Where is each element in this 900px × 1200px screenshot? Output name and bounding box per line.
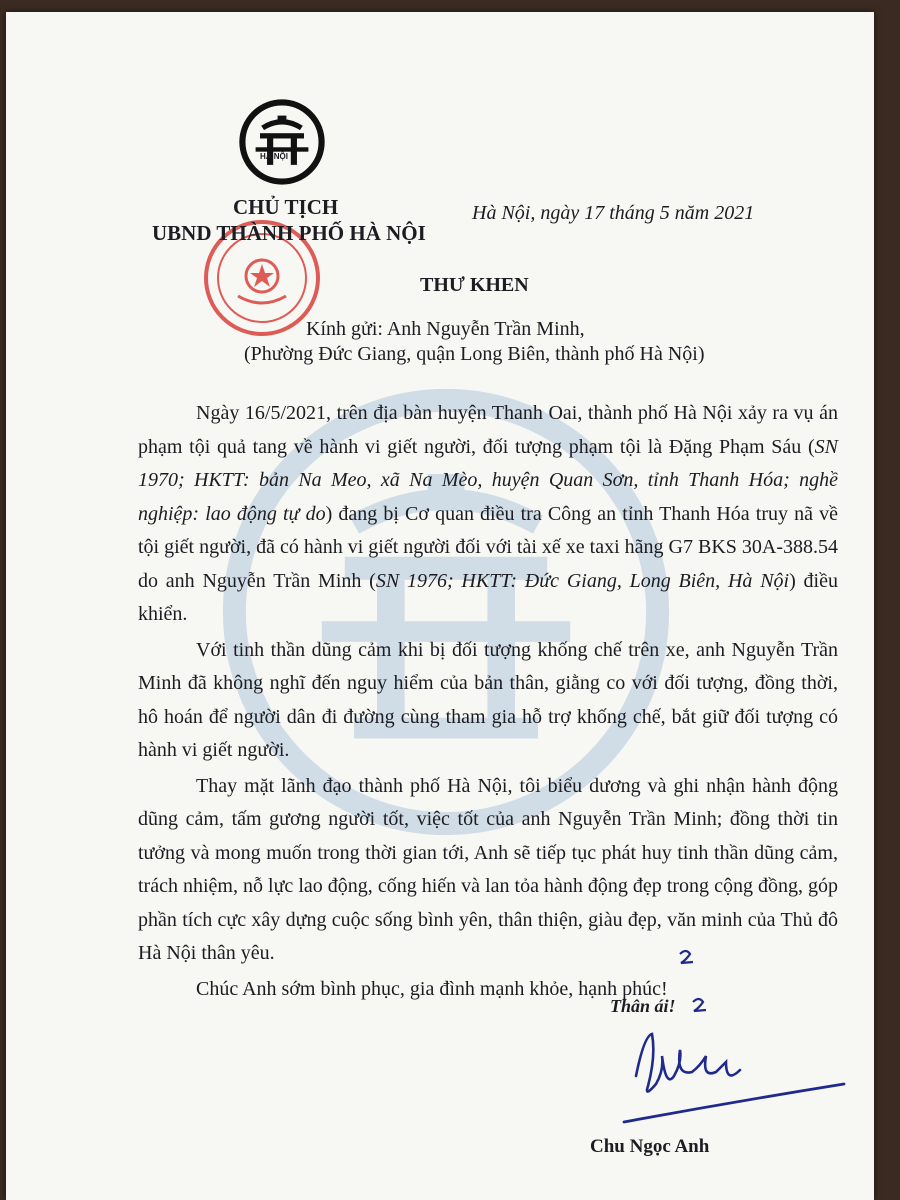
- recipient-address: (Phường Đức Giang, quận Long Biên, thành phố Hà Nội): [244, 343, 705, 365]
- paragraph-incident: [138, 397, 838, 632]
- handwritten-signature-icon: [622, 1026, 852, 1126]
- suspect-details: SN 1970; HKTT: bản Na Meo, xã Na Mèo, huyện Quan Sơn, tỉnh Thanh Hóa; nghề nghiệp: lao động tự do: [138, 435, 838, 525]
- issuer-organization: UBND THÀNH PHỐ HÀ NỘI: [152, 221, 426, 245]
- signer-name: Chu Ngọc Anh: [590, 1136, 710, 1157]
- paragraph-text: Ngày 16/5/2021, trên địa bàn huyện Thanh Oai, thành phố Hà Nội xảy ra vụ án phạm tội quả tang về hành vi giết người, đối tượng phạm tội là Đặng Phạm Sáu (: [138, 402, 838, 458]
- pen-mark-icon: [689, 994, 711, 1016]
- recipient-line: Kính gửi: Anh Nguyễn Trần Minh,: [306, 318, 585, 340]
- paragraph-commendation: Thay mặt lãnh đạo thành phố Hà Nội, tôi biểu dương và ghi nhận hành động dũng cảm, tấm gương người tốt, việc tốt của anh Nguyễn Trần Minh; đồng thời tin tưởng và mong muốn trong thời gian tới, Anh sẽ tiếp tục phát huy tinh thần dũng cảm, trách nhiệm, nỗ lực lao động, cống hiến và lan tỏa hành động đẹp trong cộng đồng, góp phần tích cực xây dựng cuộc sống bình yên, thân thiện, giàu đẹp, văn minh của Thủ đô Hà Nội thân yêu.: [138, 774, 838, 964]
- driver-details: SN 1976; HKTT: Đức Giang, Long Biên, Hà Nội: [375, 569, 790, 592]
- paragraph-bravery: Với tinh thần dũng cảm khi bị đối tượng khống chế trên xe, anh Nguyễn Trần Minh đã không nghĩ đến nguy hiểm của bản thân, giằng co với đối tượng, đồng thời, hô hoán để người dân đi đường cùng tham gia hỗ trợ khống chế, bắt giữ đối tượng có hành vi giết người.: [138, 638, 838, 761]
- closing-phrase: Thân ái!: [610, 996, 676, 1016]
- place-and-date: Hà Nội, ngày 17 tháng 5 năm 2021: [472, 202, 755, 224]
- paragraph-text: ) đang bị Cơ quan điều tra Công an tỉnh Thanh Hóa truy nã về tội giết người, đã có hành vi giết người đối với tài xế xe taxi hãng G7 BKS 30A-388.54 do anh Nguyễn Trần Minh (: [138, 502, 838, 592]
- letter-body: [138, 397, 838, 1006]
- letter-page: [6, 12, 874, 1200]
- hanoi-logo-icon: [238, 98, 326, 186]
- paragraph-text: ) điều khiển.: [138, 569, 838, 625]
- paragraph-wishes: Chúc Anh sớm bình phục, gia đình mạnh khỏe, hạnh phúc!: [196, 977, 668, 1000]
- pen-mark-icon: [676, 946, 698, 968]
- issuer-title: CHỦ TỊCH: [233, 195, 339, 219]
- letter-title: THƯ KHEN: [420, 274, 529, 296]
- logo-text: HÀ NỘI: [260, 152, 288, 161]
